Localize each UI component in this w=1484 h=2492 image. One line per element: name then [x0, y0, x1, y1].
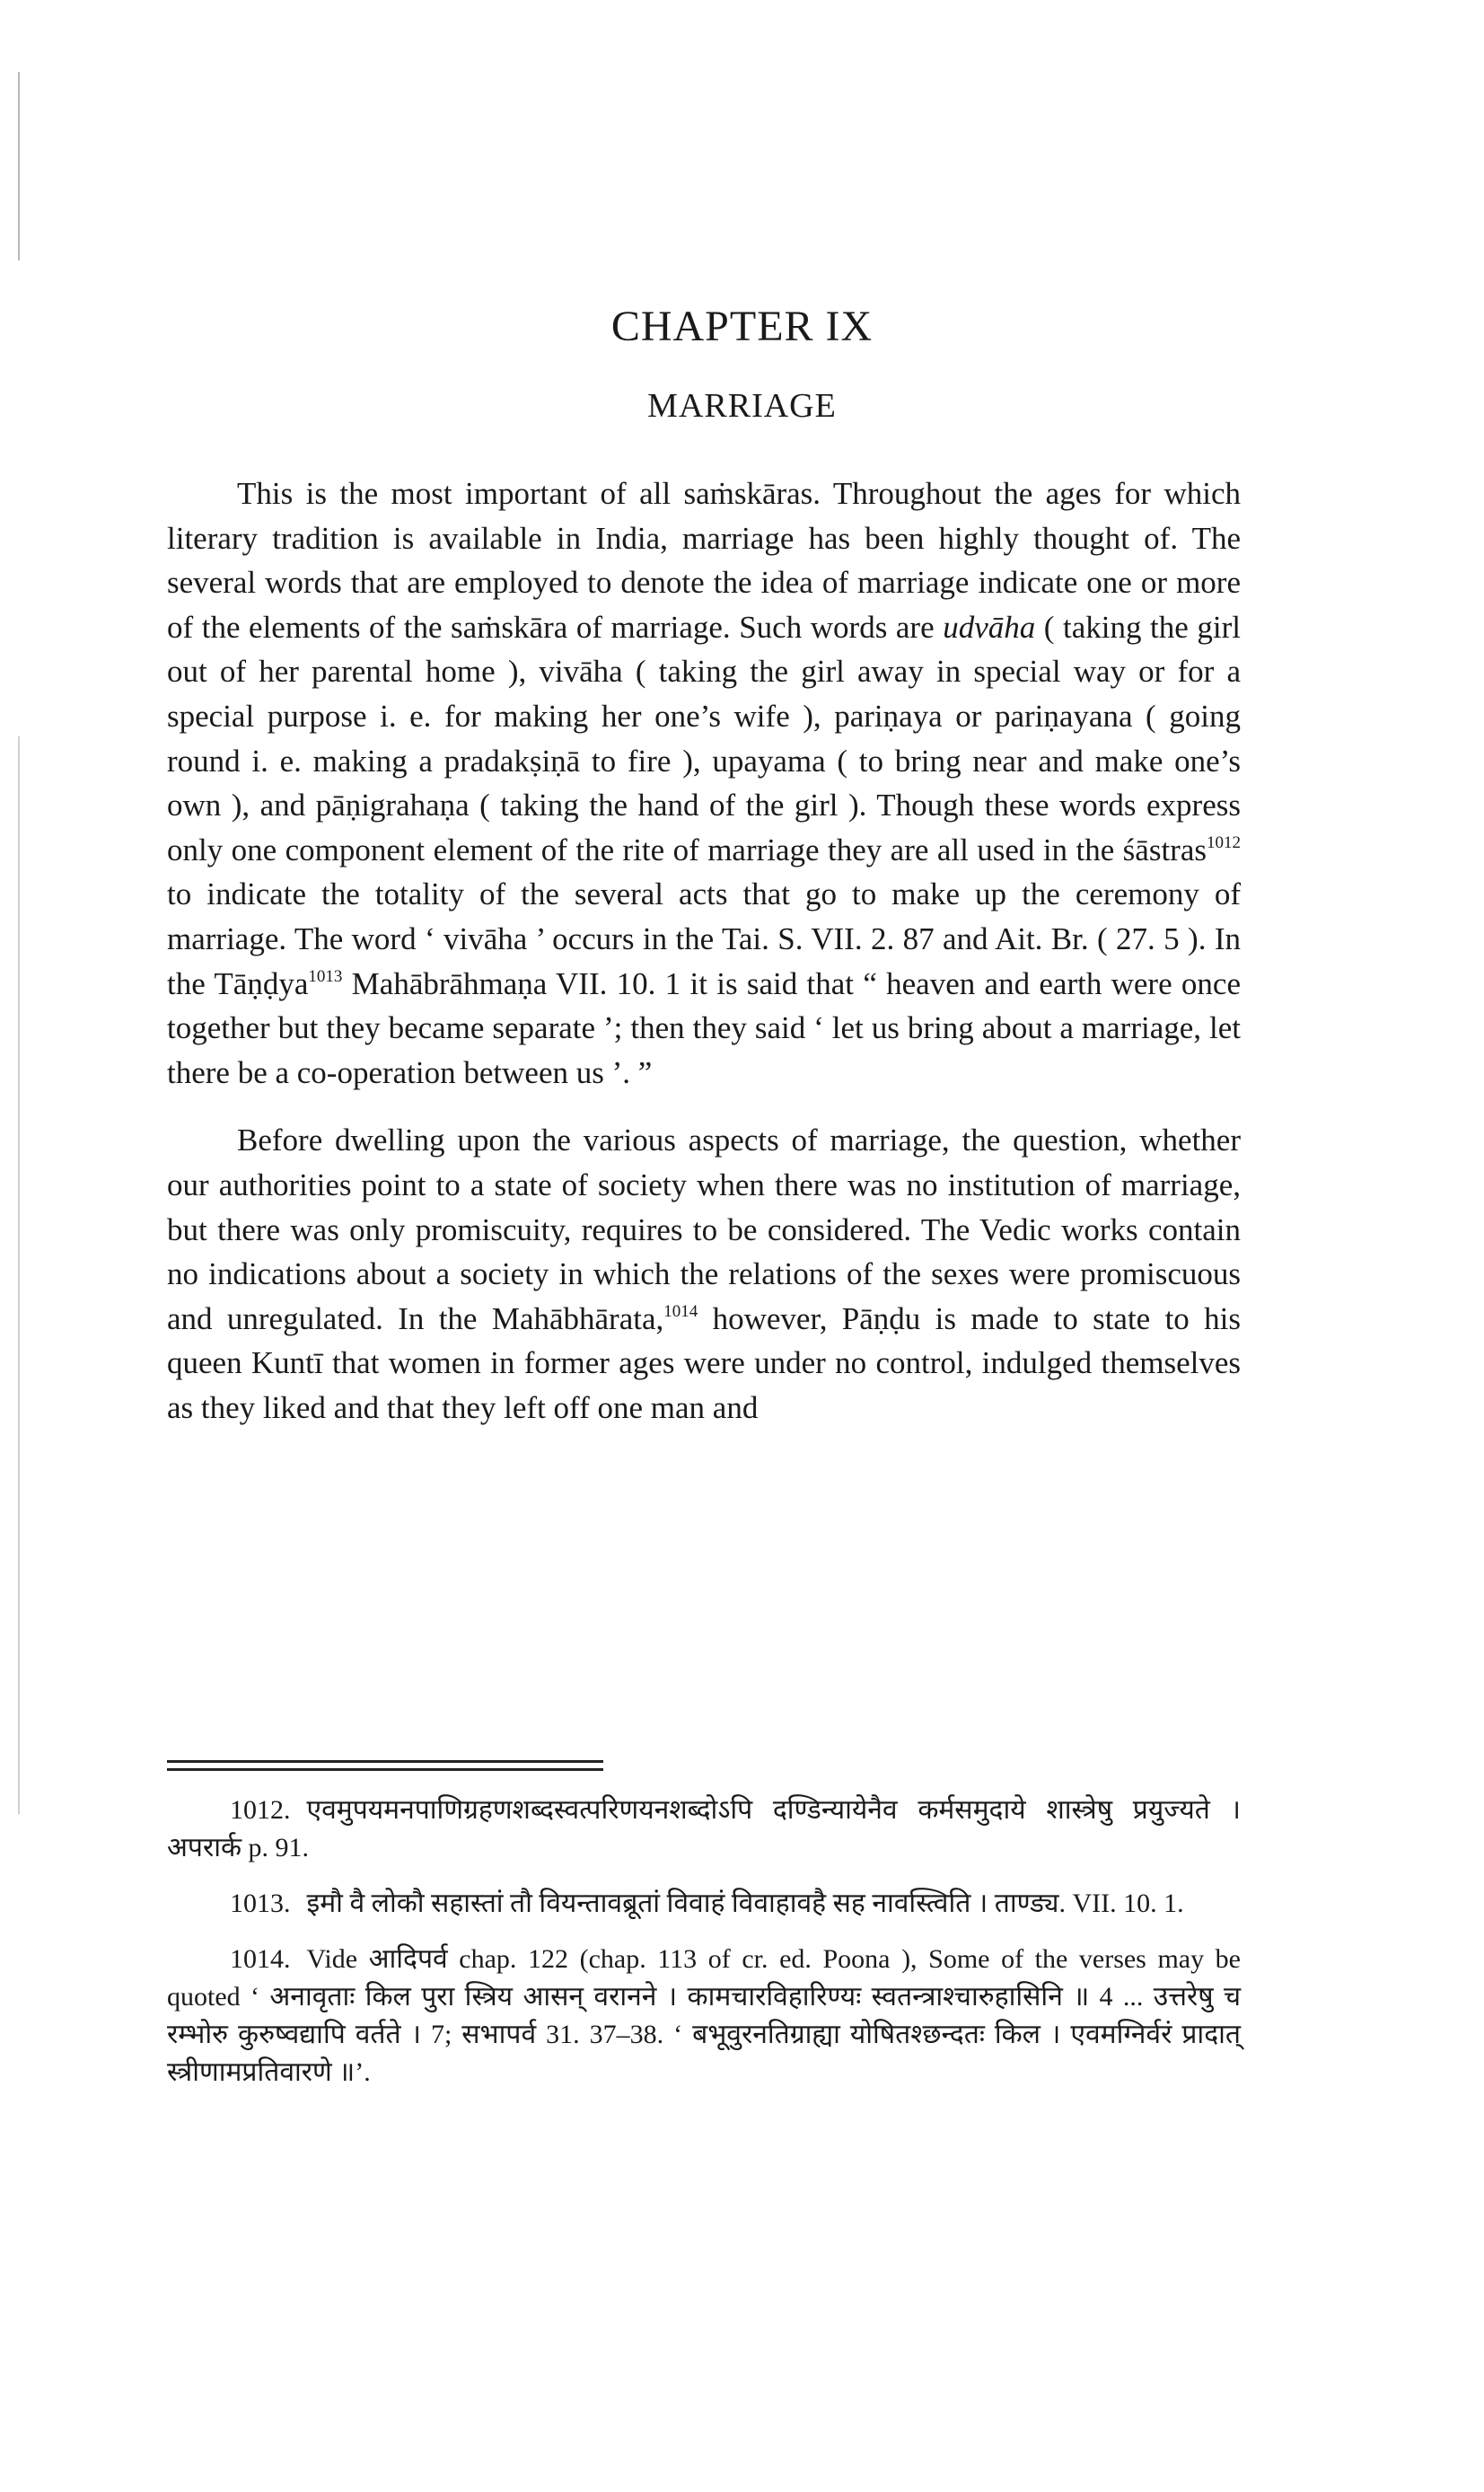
footnote-text: इमौ वै लोकौ सहास्तां तौ वियन्तावब्रूतां विवाहं विवाहावहै सह नावस्त्विति । ताण्ड्य. VII. 10. 1.: [306, 1889, 1184, 1918]
chapter-subtitle: MARRIAGE: [647, 387, 837, 425]
footnote: [167, 1885, 1241, 1923]
paragraph-text: however, Pāṇḍu is made to state to his queen Kuntī that women in former ages were under no control, indulged themselves as they liked and that they left off one man and: [167, 1300, 1241, 1425]
footnotes: [167, 1792, 1241, 2109]
footnote-number: 1014.: [230, 1944, 291, 1974]
italic-term: udvāha: [943, 609, 1036, 645]
paragraph-text: Before dwelling upon the various aspects of marriage, the question, whether our authorities point to a state of society when there was no institution of marriage, but there was only promiscuity, requires to be considered. The Vedic works contain no indications about a society in which the relations of the sexes were promiscuous and unregulated. In the Mahābhārata,: [167, 1123, 1241, 1336]
body-paragraph: [167, 471, 1241, 1095]
scan-margin-line-lower: [18, 736, 20, 1814]
paragraph-text: Mahābrāhmaṇa VII. 10. 1 it is said that “ heaven and earth were once together but they became separate ’; then they said ‘ let us bring about a marriage, let there be a co-operation between us ’. ”: [167, 965, 1241, 1090]
footnote: [167, 1941, 1241, 2091]
paragraph-text: to indicate the totality of the several acts that go to make up the ceremony of marriage. The word ‘ vivāha ’ occurs in the Tai. S. VII. 2. 87 and Ait. Br. ( 27. 5 ). In the Tāṇḍya: [167, 876, 1241, 1001]
footnote-separator-rule-double: [167, 1768, 603, 1771]
footnote-reference: 1014: [663, 1301, 698, 1321]
footnote-number: 1012.: [230, 1795, 291, 1825]
paragraph-text: This is the most important of all saṁskāras. Throughout the ages for which literary tradition is available in India, marriage has been highly thought of. The several words that are employed to denote the idea of marriage indicate one or more of the elements of the saṁskāra of marriage. Such words are: [167, 476, 1241, 645]
footnote-text: Vide आदिपर्व chap. 122 (chap. 113 of cr. ed. Poona ), Some of the verses may be quoted ‘ अनावृताः किल पुरा स्त्रिय आसन् वरानने । कामचारविहारिण्यः स्वतन्त्राश्चारुहासिनि ॥ 4 ... उत्तरेषु च रम्भोरु कुरुष्वद्यापि वर्तते । 7; सभापर्व 31. 37–38. ‘ बभूवुरनतिग्राह्या योषितश्छन्दतः किल । एवमग्निर्वरं प्रादात् स्त्रीणामप्रतिवारणे ॥’.: [167, 1944, 1241, 2087]
body-paragraph: [167, 1118, 1241, 1430]
footnote-reference: 1012: [1207, 832, 1241, 852]
scan-margin-line: [18, 72, 20, 260]
paragraph-text: ( taking the girl out of her parental home ), vivāha ( taking the girl away in special way or for a special purpose i. e. for making her one’s wife ), pariṇaya or pariṇayana ( going round i. e. making a pradakṣiṇā to fire ), upayama ( to bring near and make one’s own ), and pāṇigrahaṇa ( taking the hand of the girl ). Though these words express only one component element of the rite of marriage they are all used in the śāstras: [167, 609, 1241, 867]
footnote: [167, 1792, 1241, 1867]
body-text: [167, 471, 1241, 1430]
chapter-title: CHAPTER IX: [610, 303, 874, 350]
footnote-reference: 1013: [308, 966, 343, 986]
footnote-number: 1013.: [230, 1889, 291, 1918]
footnote-separator-rule: [167, 1760, 603, 1763]
footnote-text: एवमुपयमनपाणिग्रहणशब्दस्वत्परिणयनशब्दोऽपि दण्डिन्यायेनैव कर्मसमुदाये शास्त्रेषु प्रयुज्यते । अपरार्क p. 91.: [167, 1795, 1241, 1862]
